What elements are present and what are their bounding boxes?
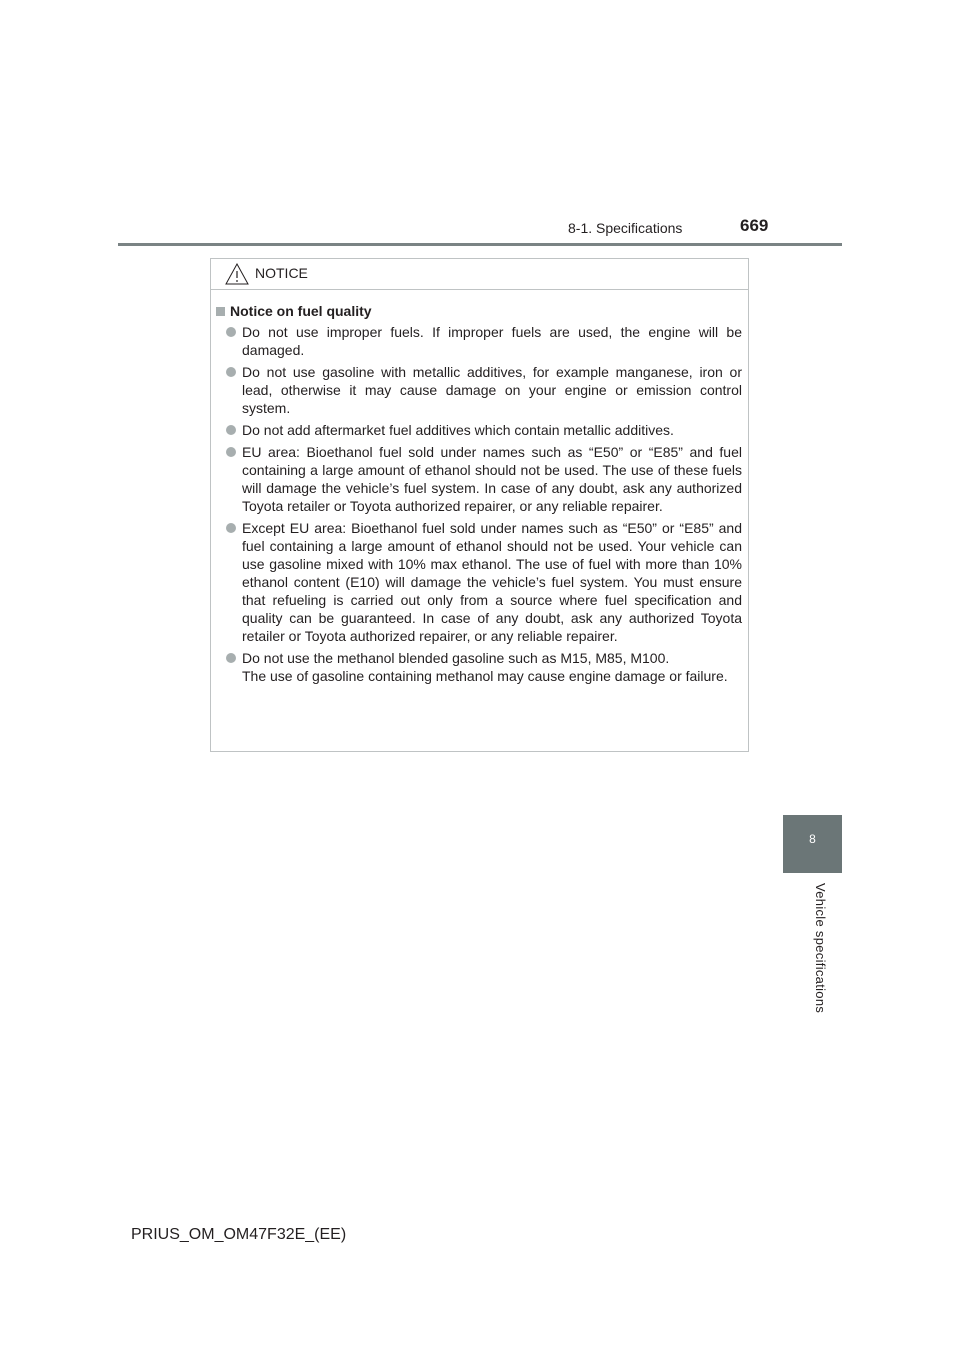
list-item [216,443,742,515]
header-section-title: 8-1. Specifications [568,220,683,236]
list-item [216,649,742,685]
list-item [216,519,742,645]
bullet-dot-icon [226,523,236,533]
list-item-text: EU area: Bioethanol fuel sold under names such as “E50” or “E85” and fuel containing a large amount of ethanol should not be used. The use of these fuels will damage the vehicle’s fuel system. In case of any doubt, ask any authorized Toyota retailer or Toyota authorized repairer, or any reliable repairer. [242,444,742,514]
notice-list [216,323,742,685]
list-item-line: Do not use the methanol blended gasoline such as M15, M85, M100. [242,650,670,666]
list-item [216,363,742,417]
list-item-text: Except EU area: Bioethanol fuel sold under names such as “E50” or “E85” and fuel containing a large amount of ethanol should not be used. Your vehicle can use gasoline mixed with 10% max ethanol. The use of fuel with more than 10% ethanol content (E10) will damage the vehicle’s fuel system. You must ensure that refueling is carried out only from a source where fuel specification and quality can be guaranteed. In case of any doubt, ask any authorized Toyota retailer or Toyota authorized repairer, or any reliable repairer. [242,520,742,644]
notice-box [210,258,749,752]
list-item [216,421,742,439]
list-item [216,323,742,359]
chapter-tab-number: 8 [809,832,816,846]
list-item-text: Do not use improper fuels. If improper fuels are used, the engine will be damaged. [242,324,742,358]
notice-body [211,290,748,685]
warning-triangle-icon [225,263,249,285]
notice-subheading-text: Notice on fuel quality [230,303,372,319]
list-item-text: Do not use gasoline with metallic additives, for example manganese, iron or lead, otherwise it may cause damage on your engine or emission control system. [242,364,742,416]
bullet-dot-icon [226,367,236,377]
footer-document-code: PRIUS_OM_OM47F32E_(EE) [131,1226,347,1243]
chapter-tab[interactable] [783,815,842,873]
list-item-text: Do not add aftermarket fuel additives which contain metallic additives. [242,422,674,438]
list-item-line: The use of gasoline containing methanol may cause engine damage or failure. [242,668,728,684]
bullet-dot-icon [226,327,236,337]
notice-subheading [216,302,742,320]
square-bullet-icon [216,307,225,316]
notice-header [211,259,748,290]
chapter-title: Vehicle specifications [813,883,828,1014]
bullet-dot-icon [226,425,236,435]
bullet-dot-icon [226,447,236,457]
notice-label: NOTICE [255,265,308,281]
header-rule [118,243,842,246]
bullet-dot-icon [226,653,236,663]
page-number: 669 [740,216,769,235]
